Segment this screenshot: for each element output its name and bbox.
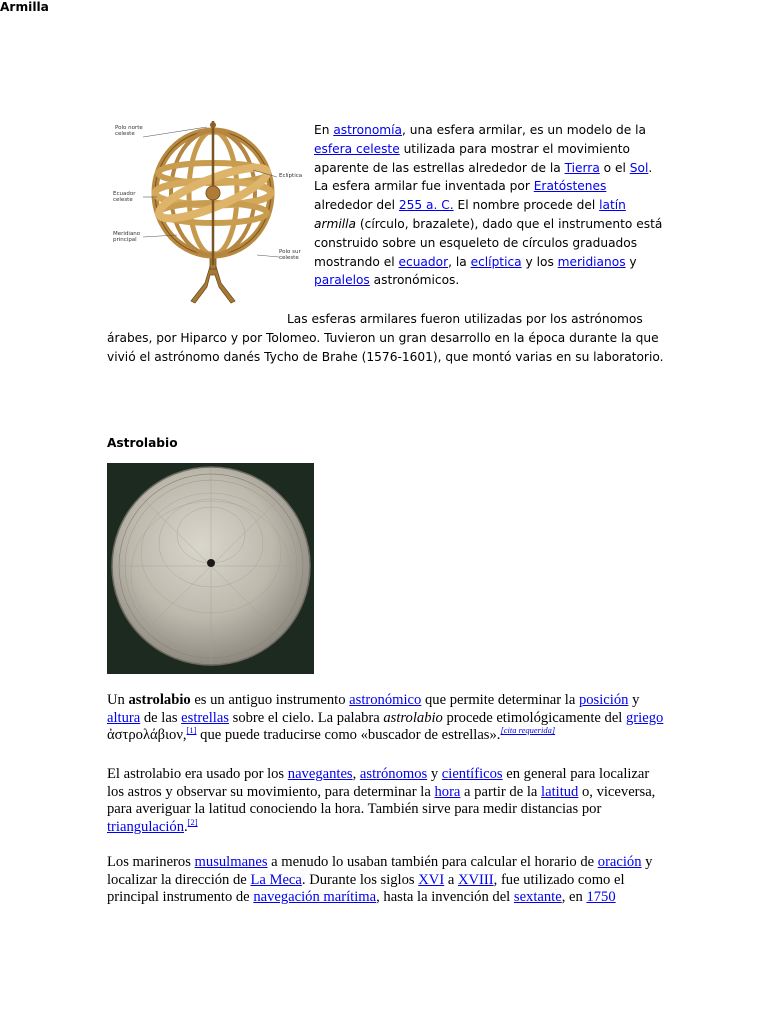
label-polo-sur: Polo sur celeste	[279, 249, 301, 261]
text: alrededor del	[314, 198, 399, 213]
link-xviii[interactable]: XVIII	[457, 871, 494, 888]
italic-armilla: armilla	[314, 216, 356, 231]
text: , la	[448, 254, 471, 269]
text: astronómicos.	[369, 273, 460, 288]
link-navegacion-maritima[interactable]: navegación marítima	[253, 889, 377, 906]
text: , fue utilizado como el principal instrumento de	[107, 871, 625, 906]
link-255-ac[interactable]: 255 a. C.	[398, 198, 454, 213]
link-altura[interactable]: altura	[107, 709, 141, 726]
text: . La esfera armilar fue inventada por	[314, 160, 653, 194]
text: sobre el cielo. La palabra	[229, 709, 384, 726]
link-tierra[interactable]: Tierra	[564, 160, 600, 175]
text: En	[314, 123, 334, 137]
link-oracion[interactable]: oración	[597, 854, 642, 870]
link-astronomico[interactable]: astronómico	[349, 692, 422, 708]
link-latitud[interactable]: latitud	[541, 783, 579, 800]
link-hora[interactable]: hora	[434, 783, 461, 800]
astrolabio-paragraph-3	[107, 854, 667, 907]
link-cientificos[interactable]: científicos	[441, 766, 503, 782]
text: utilizada para mostrar el movimiento aparente de las estrellas alrededor de la	[314, 141, 630, 175]
text: Un	[107, 692, 129, 708]
link-astronomia[interactable]: astronomía	[333, 123, 403, 137]
link-triangulacion[interactable]: triangulación	[107, 818, 184, 835]
text: en general para localizar los astros y observar su movimiento, para determinar la	[107, 766, 650, 800]
text: ,	[352, 766, 360, 782]
text: El nombre procede del	[453, 198, 600, 213]
link-musulmanes[interactable]: musulmanes	[194, 854, 268, 870]
text: , en	[561, 889, 587, 906]
text: y	[628, 692, 640, 708]
text: y	[427, 766, 442, 782]
text: (círculo, brazalete), dado que el instrumento está construido sobre un esqueleto de círculos graduados mostrando el	[314, 216, 663, 269]
text: El astrolabio era usado por los	[107, 766, 288, 782]
text: y localizar la dirección de	[107, 854, 653, 888]
label-ecliptica: Eclíptica	[279, 173, 303, 179]
text: .	[184, 818, 188, 835]
link-sol[interactable]: Sol	[629, 160, 649, 175]
text: , una esfera armilar, es un modelo de la	[402, 123, 646, 137]
text: a partir de la	[460, 783, 542, 800]
link-paralelos[interactable]: paralelos	[314, 273, 370, 288]
text: o, viceversa, para averiguar la latitud conociendo la hora. También sirve para medir distancias por	[107, 783, 656, 818]
link-navegantes[interactable]: navegantes	[287, 766, 353, 782]
armillary-sphere-image	[107, 115, 307, 310]
text: que permite determinar la	[421, 692, 579, 708]
citation-needed[interactable]: [cita requerida]	[500, 725, 556, 736]
link-latin[interactable]: latín	[599, 198, 626, 213]
link-eratostenes[interactable]: Eratóstenes	[533, 179, 607, 194]
astrolabe-image	[107, 463, 314, 674]
text: y	[625, 254, 637, 269]
link-griego[interactable]: griego	[626, 709, 664, 726]
astrolabio-paragraph-2	[107, 766, 667, 836]
link-esfera-celeste[interactable]: esfera celeste	[314, 141, 400, 156]
citation-2[interactable]: [2]	[187, 816, 198, 827]
text: , hasta la invención del	[376, 889, 514, 906]
text: procede etimológicamente del	[442, 709, 626, 726]
text: es un antiguo instrumento	[190, 692, 350, 708]
link-posicion[interactable]: posición	[578, 692, 629, 708]
section-heading-armilla: Armilla	[0, 0, 49, 14]
link-estrellas[interactable]: estrellas	[181, 709, 229, 726]
label-meridiano: Meridiano principal	[113, 231, 141, 243]
citation-1[interactable]: [1]	[186, 725, 197, 736]
link-la-meca[interactable]: La Meca	[250, 871, 302, 888]
armilla-paragraph-1	[314, 121, 664, 290]
text: y los	[521, 254, 558, 269]
italic-astrolabio: astrolabio	[383, 709, 443, 726]
link-sextante[interactable]: sextante	[513, 889, 562, 906]
link-xvi[interactable]: XVI	[418, 871, 445, 888]
link-ecliptica[interactable]: eclíptica	[470, 254, 522, 269]
astrolabio-paragraph-1	[107, 692, 667, 745]
text: a	[444, 871, 458, 888]
text: ἀστρολάβιον,	[107, 727, 187, 744]
link-1750[interactable]: 1750	[586, 889, 616, 906]
label-polo-norte: Polo norte celeste	[115, 125, 143, 137]
text: que puede traducirse como «buscador de estrellas».	[196, 727, 501, 744]
text: . Durante los siglos	[301, 871, 419, 888]
text: de las	[140, 709, 182, 726]
link-ecuador[interactable]: ecuador	[398, 254, 449, 269]
text: a menudo lo usaban también para calcular el horario de	[267, 854, 598, 870]
text: o el	[599, 160, 630, 175]
link-meridianos[interactable]: meridianos	[557, 254, 626, 269]
armilla-paragraph-2: Las esferas armilares fueron utilizadas por los astrónomos árabes, por Hiparco y por Tolomeo. Tuvieron un gran desarrollo en la época durante la que vivió el astrónomo danés Tycho de Brahe (1576-1601), que montó varias en su laboratorio.	[107, 312, 664, 364]
link-astronomos[interactable]: astrónomos	[359, 766, 428, 782]
bold-astrolabio: astrolabio	[128, 692, 191, 708]
text: Los marineros	[107, 854, 195, 870]
label-ecuador: Ecuador celeste	[113, 191, 136, 203]
section-heading-astrolabio: Astrolabio	[107, 436, 178, 450]
